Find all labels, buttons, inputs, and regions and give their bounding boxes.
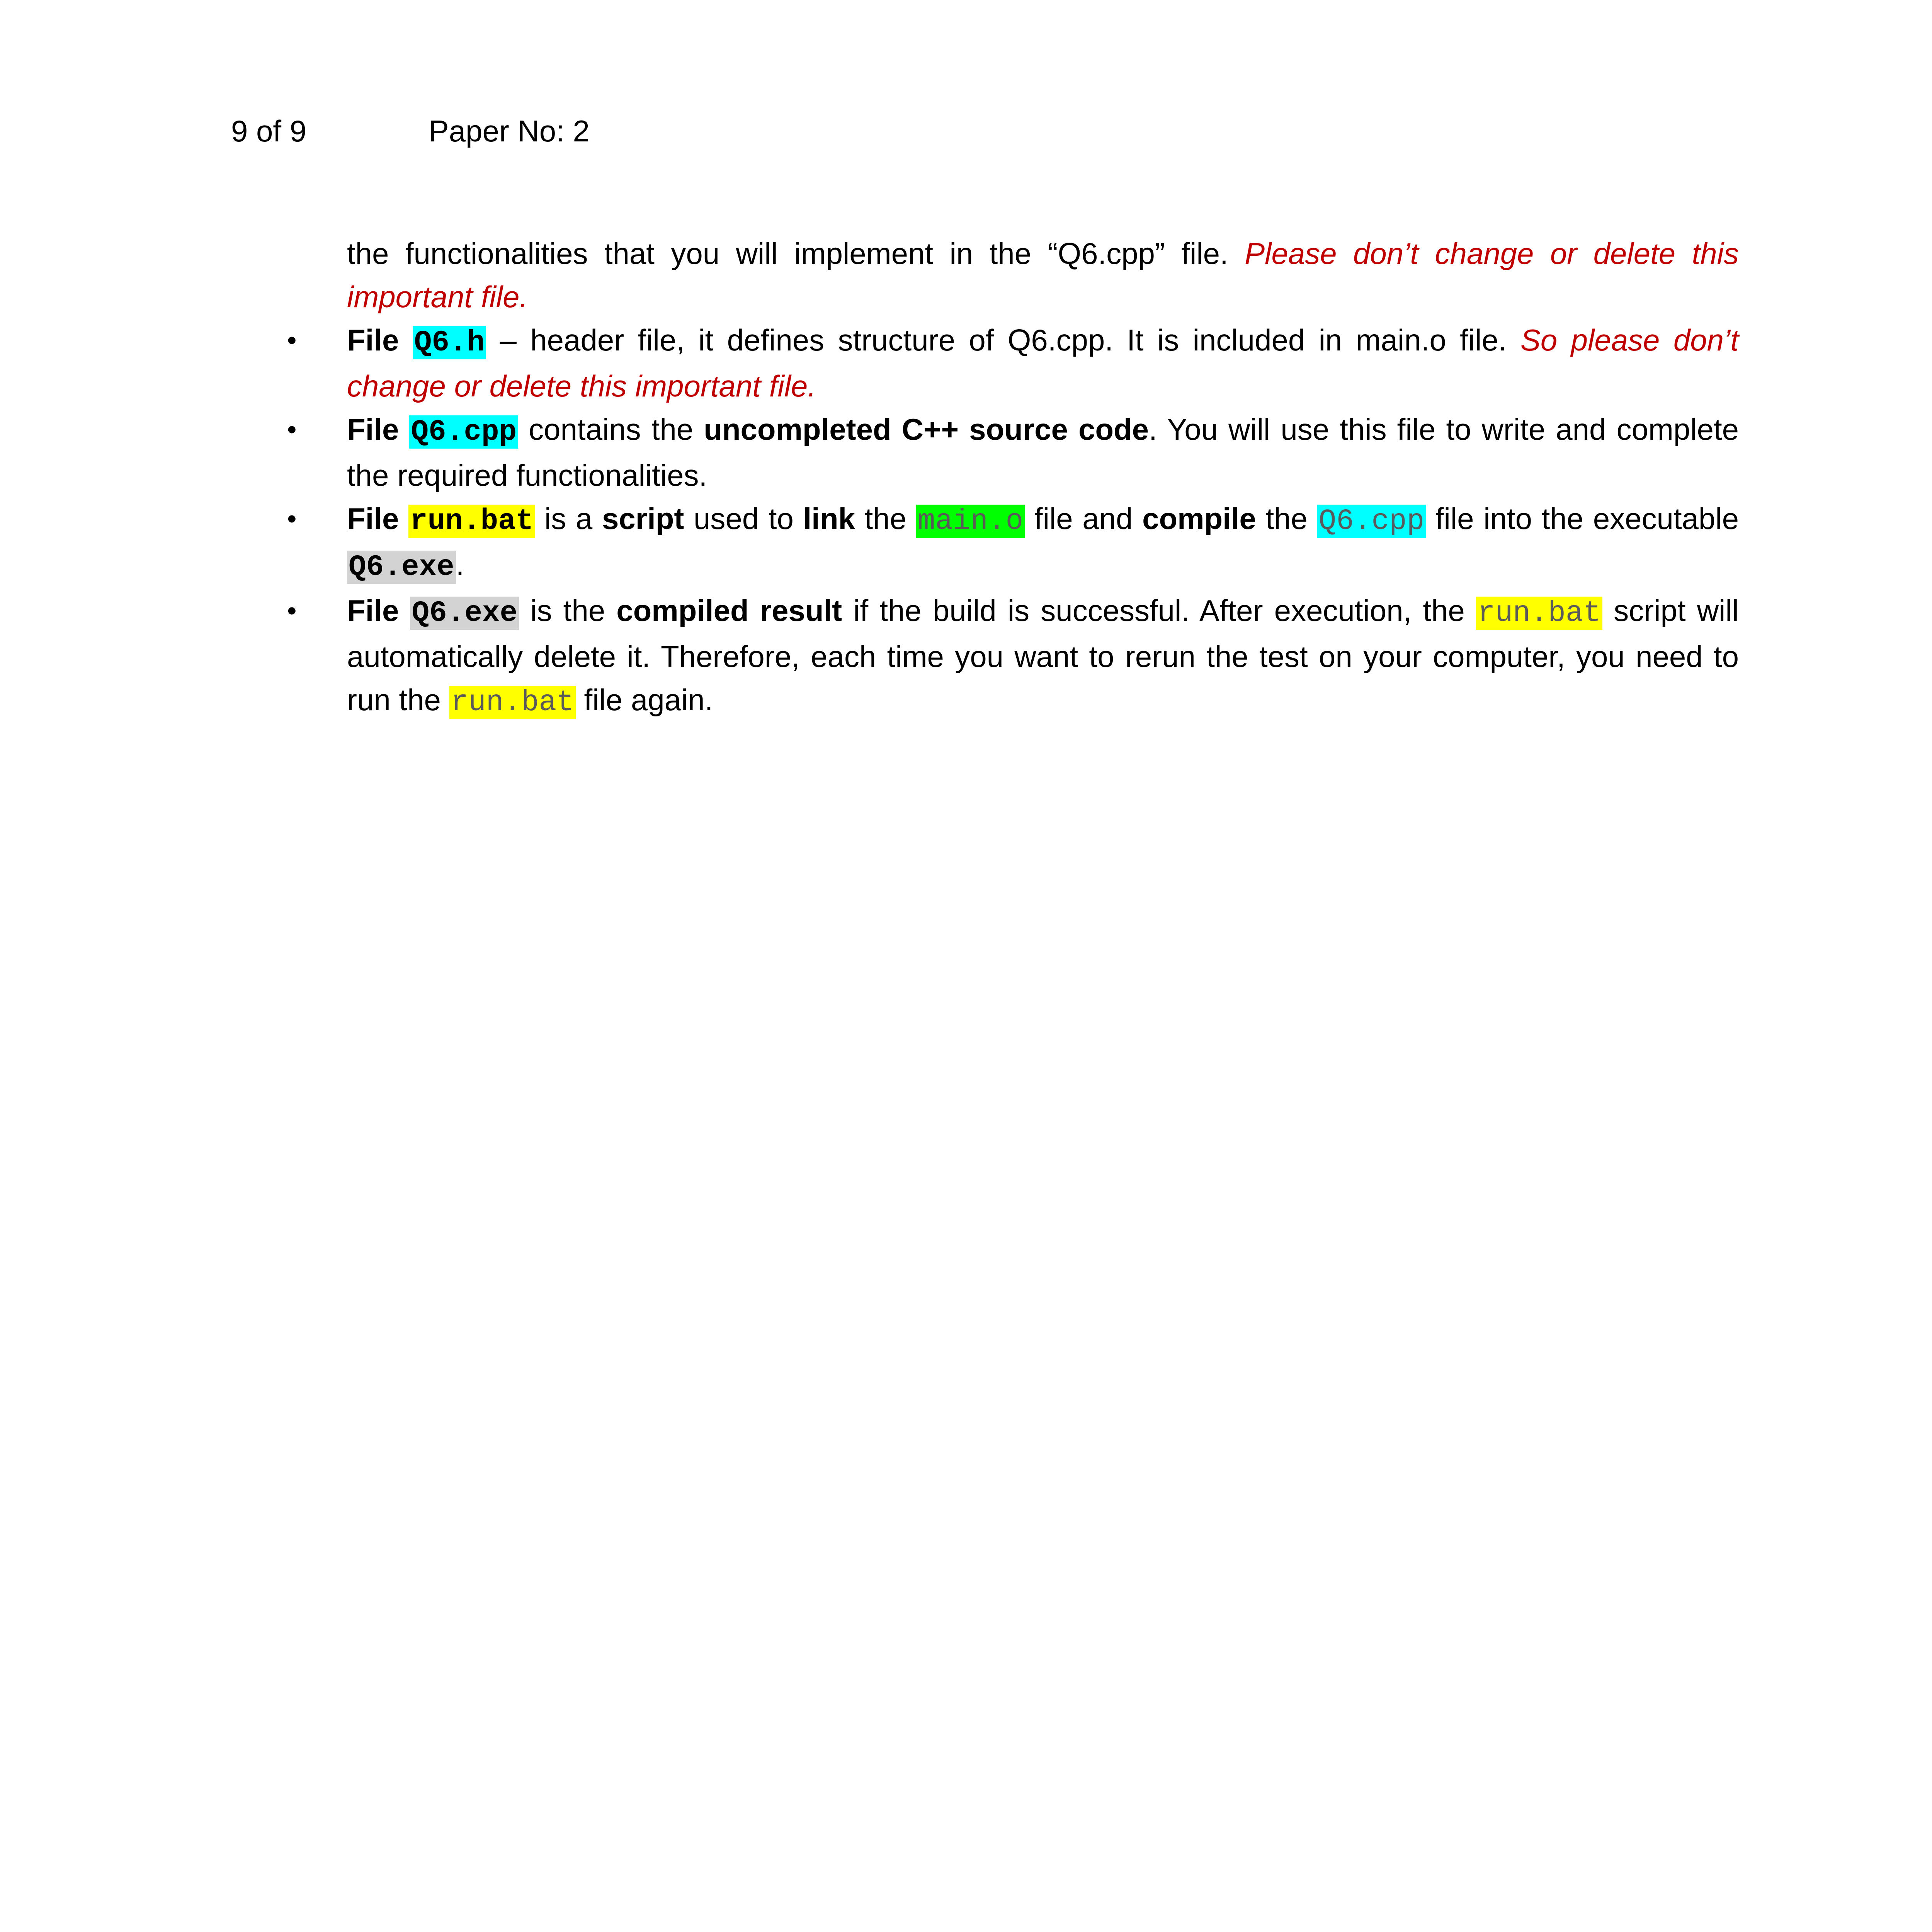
file-name-code: Q6.cpp [409, 415, 518, 449]
item-text: is a [535, 502, 602, 536]
file-list [287, 318, 1739, 724]
bullet-icon: • [287, 414, 297, 444]
file-name-code: run.bat [408, 505, 535, 538]
item-warning: So please don’t change or delete this important file. [347, 323, 1739, 403]
item-text: . You will use this file to write and complete the required functionalities. [347, 412, 1739, 492]
item-bold-text: link [803, 502, 855, 536]
file-name-code: Q6.exe [347, 551, 456, 584]
file-name-code: main.o [916, 505, 1025, 538]
item-label: File [347, 323, 399, 357]
item-label: File [347, 412, 399, 446]
file-name-code: run.bat [1476, 597, 1602, 630]
file-name-code: Q6.exe [410, 597, 519, 630]
list-item-run-bat [287, 497, 1739, 589]
item-text: is the [519, 594, 617, 628]
list-item-q6-cpp [287, 408, 1739, 497]
item-bold-text: uncompleted C++ source code [704, 412, 1149, 446]
intro-text: the functionalities that you will implement in the “Q6.cpp” file. [347, 236, 1228, 270]
item-text: the [855, 502, 916, 536]
item-text: . [456, 548, 464, 582]
document-body [287, 232, 1739, 724]
item-text: file and [1025, 502, 1143, 536]
item-bold-text: script [602, 502, 684, 536]
page-number: 9 of 9 [231, 114, 307, 148]
item-text: – header file, it defines structure of Q6.cpp. It is included in main.o file. [486, 323, 1507, 357]
item-label: File [347, 594, 399, 628]
item-text: file again. [575, 683, 713, 717]
bullet-icon: • [287, 595, 297, 626]
intro-warning: Please don’t change or delete this important file. [347, 236, 1739, 314]
file-name-code: run.bat [449, 686, 576, 719]
item-text: file into the executable [1426, 502, 1739, 536]
list-item-q6-exe [287, 589, 1739, 724]
page-header [231, 116, 590, 146]
paper-number: Paper No: 2 [429, 114, 590, 148]
item-text: the [1256, 502, 1317, 536]
intro-paragraph [347, 232, 1739, 318]
list-item-q6-h [287, 318, 1739, 408]
item-text: if the build is successful. After execution, the [842, 594, 1476, 628]
item-label: File [347, 502, 399, 536]
item-bold-text: compile [1142, 502, 1256, 536]
item-text: used to [684, 502, 803, 536]
item-text: script will automatically delete it. Therefore, each time you want to rerun the test on your computer, you need to run the [347, 594, 1739, 717]
item-text: contains the [518, 412, 704, 446]
bullet-icon: • [287, 325, 297, 355]
file-name-code: Q6.cpp [1317, 505, 1426, 538]
file-name-code: Q6.h [413, 326, 486, 359]
bullet-icon: • [287, 503, 297, 534]
item-bold-text: compiled result [616, 594, 842, 628]
